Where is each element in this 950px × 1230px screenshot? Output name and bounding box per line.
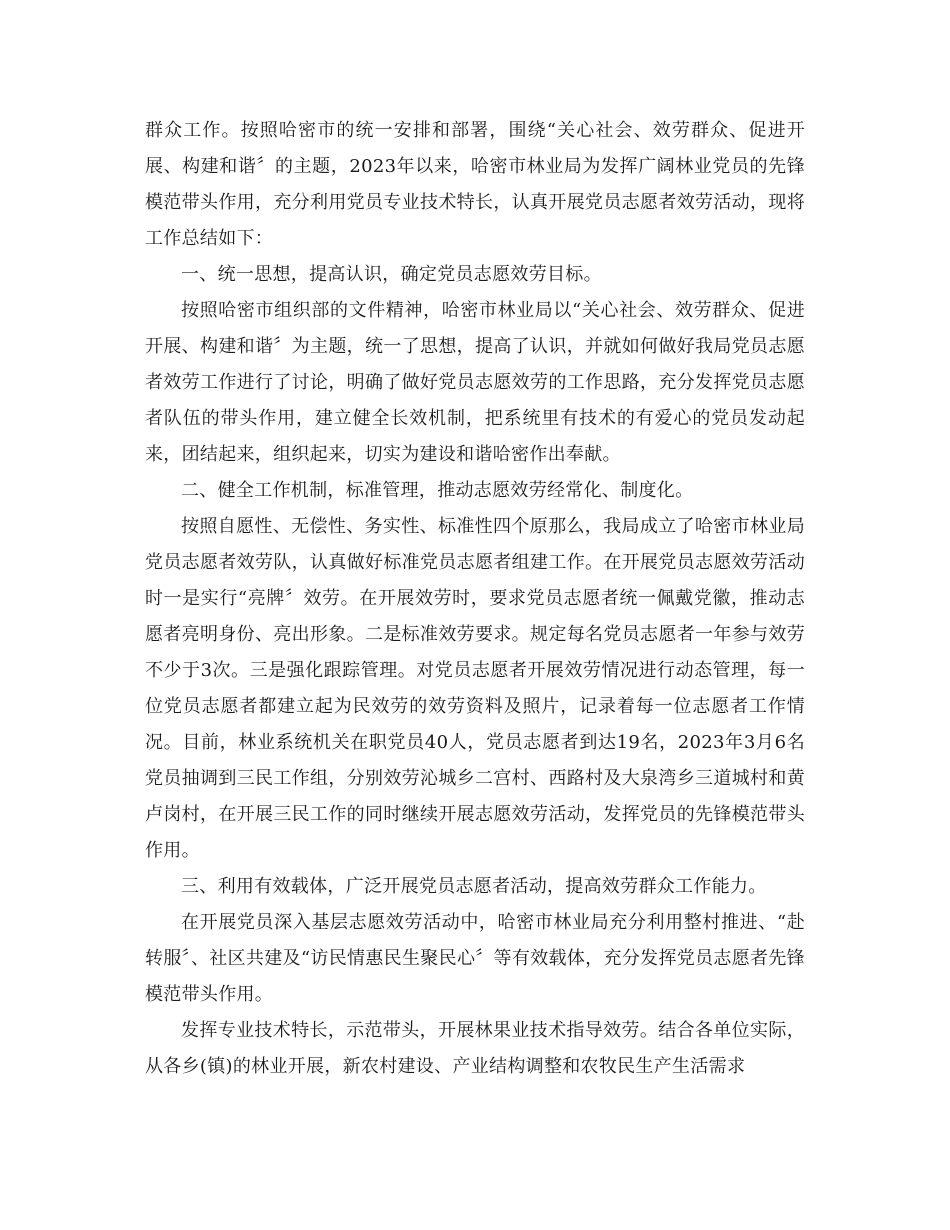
heading-section-2: 二、健全工作机制，标准管理，推动志愿效劳经常化、制度化。	[181, 480, 694, 501]
paragraph-intro: 群众工作。按照哈密市的统一安排和部署，围绕“关心社会、效劳群众、促进开展、构建和谐〞的主题，2023年以来，哈密市林业局为发挥广阔林业党员的先锋模范带头作用，充分利用党员专业技术特长，认真开展党员志愿者效劳活动，现将工作总结如下：	[145, 120, 805, 249]
paragraph-section-1: 按照哈密市组织部的文件精神，哈密市林业局以“关心社会、效劳群众、促进开展、构建和谐〞为主题，统一了思想，提高了认识，并就如何做好我局党员志愿者效劳工作进行了讨论，明确了做好党员志愿效劳的工作思路，充分发挥党员志愿者队伍的带头作用，建立健全长效机制，把系统里有技术的有爱心的党员发动起来，团结起来，组织起来，切实为建设和谐哈密作出奉献。	[145, 300, 805, 465]
heading-section-1: 一、统一思想，提高认识，确定党员志愿效劳目标。	[181, 264, 602, 285]
paragraph-section-3: 在开展党员深入基层志愿效劳活动中，哈密市林业局充分利用整村推进、“赴转服〞、社区共建及“访民情惠民生聚民心〞等有效载体，充分发挥党员志愿者先锋模范带头作用。	[145, 912, 805, 1005]
heading-section-3: 三、利用有效载体，广泛开展党员志愿者活动，提高效劳群众工作能力。	[181, 876, 767, 897]
paragraph-section-2: 按照自愿性、无偿性、务实性、标准性四个原那么，我局成立了哈密市林业局党员志愿者效劳队，认真做好标准党员志愿者组建工作。在开展党员志愿效劳活动时一是实行“亮牌〞效劳。在开展效劳时，要求党员志愿者统一佩戴党徽，推动志愿者亮明身份、亮出形象。二是标准效劳要求。规定每名党员志愿者一年参与效劳不少于3次。三是强化跟踪管理。对党员志愿者开展效劳情况进行动态管理，每一位党员志愿者都建立起为民效劳的效劳资料及照片，记录着每一位志愿者工作情况。目前，林业系统机关在职党员40人，党员志愿者到达19名，2023年3月6名党员抽调到三民工作组，分别效劳沁城乡二宫村、西路村及大泉湾乡三道城村和黄卢岗村，在开展三民工作的同时继续开展志愿效劳活动，发挥党员的先锋模范带头作用。	[145, 516, 805, 861]
document-body	[145, 113, 805, 1085]
paragraph-section-3-continued: 发挥专业技术特长，示范带头，开展林果业技术指导效劳。结合各单位实际，从各乡(镇)的林业开展，新农村建设、产业结构调整和农牧民生产生活需求	[145, 1020, 805, 1077]
